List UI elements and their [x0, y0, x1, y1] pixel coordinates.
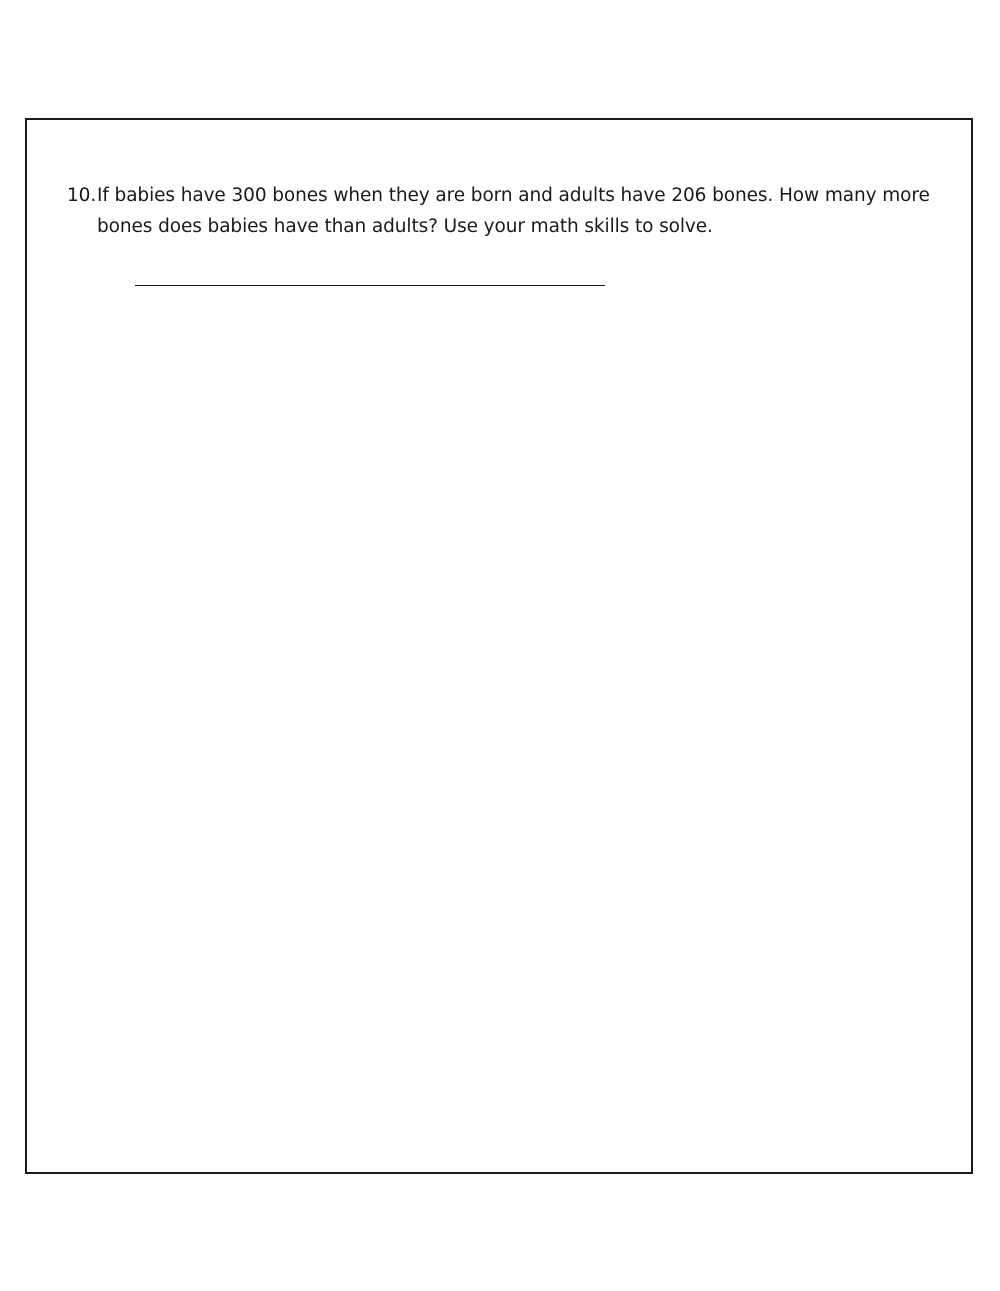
question-number: 10. — [67, 185, 97, 206]
answer-line[interactable] — [135, 285, 605, 286]
question-text: If babies have 300 bones when they are born and adults have 206 bones. How many more bones does babies have than adults? Use your math skills to solve. — [97, 185, 930, 237]
question-10 — [67, 180, 962, 242]
worksheet-frame — [25, 118, 973, 1174]
